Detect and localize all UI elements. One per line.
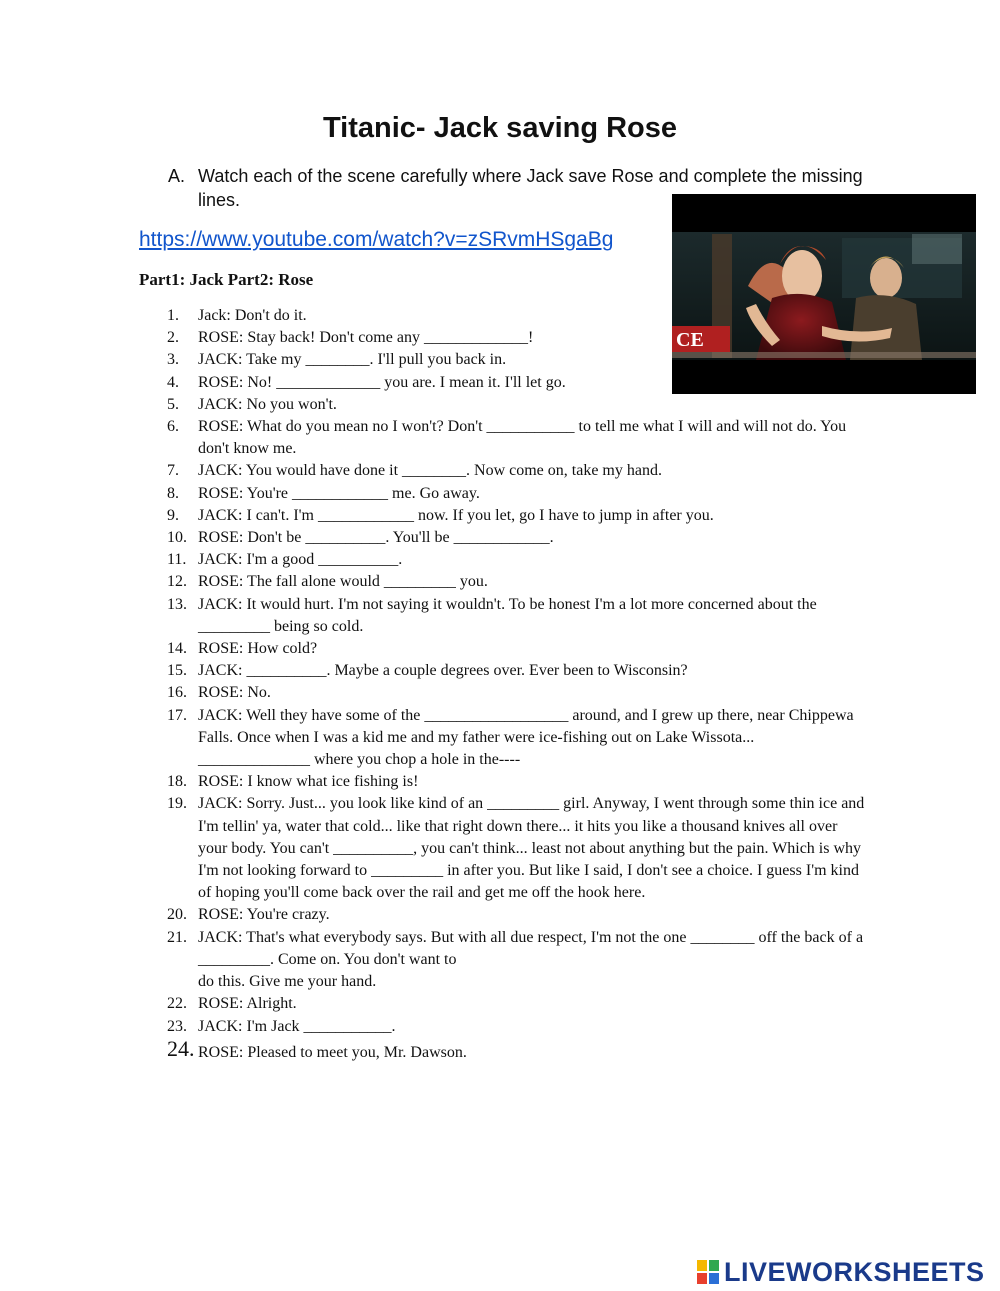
liveworksheets-logo	[696, 1255, 985, 1289]
dialogue-line	[167, 638, 867, 660]
line-number: 9.	[167, 506, 179, 524]
dialogue-line	[167, 549, 867, 571]
dialogue-line	[167, 505, 867, 527]
dialogue-line	[167, 594, 867, 638]
line-text: JACK: I can't. I'm ____________ now. If you let, go I have to jump in after you.	[198, 506, 714, 524]
line-number: 1.	[167, 307, 179, 324]
line-text: ROSE: Pleased to meet you, Mr. Dawson.	[198, 1043, 467, 1061]
line-text: JACK: __________. Maybe a couple degrees over. Ever been to Wisconsin?	[198, 662, 688, 680]
line-text: ROSE: No! _____________ you are. I mean it. I'll let go.	[198, 373, 566, 391]
line-text: JACK: I'm a good __________.	[198, 551, 403, 569]
parts-heading: Part1: Jack Part2: Rose	[139, 270, 314, 289]
instruction-marker: A.	[168, 166, 186, 186]
dialogue-line	[167, 1035, 867, 1064]
instruction-text: Watch each of the scene carefully where Jack save Rose and complete the missing lines.	[198, 166, 863, 210]
line-number: 14.	[167, 640, 187, 658]
dialogue-line	[167, 305, 867, 327]
dialogue-line	[167, 793, 867, 904]
dialogue-line	[167, 394, 867, 416]
line-text: JACK: No you won't.	[198, 395, 337, 413]
dialogue-line	[167, 927, 867, 994]
line-number: 22.	[167, 995, 187, 1013]
liveworksheets-mark-icon	[696, 1259, 720, 1285]
dialogue-line	[167, 993, 867, 1015]
line-number: 20.	[167, 906, 187, 924]
line-text: JACK: Well they have some of the __________________ around, and I grew up there, near Chippewa Falls. Once when I was a kid me and my father were ice-fishing out on Lake Wissota... ______________ where you chop a hole in the----	[198, 706, 854, 769]
dialogue-list	[167, 305, 867, 1064]
line-number: 15.	[167, 662, 187, 680]
line-text: ROSE: Stay back! Don't come any _____________!	[198, 329, 534, 347]
line-text: ROSE: You're crazy.	[198, 906, 330, 924]
dialogue-line	[167, 372, 867, 394]
dialogue-line	[167, 771, 867, 793]
line-number: 24.	[167, 1035, 195, 1061]
line-text: ROSE: Don't be __________. You'll be ____________.	[198, 529, 554, 547]
line-number: 3.	[167, 351, 179, 369]
line-number: 16.	[167, 684, 187, 702]
dialogue-line	[167, 349, 867, 371]
dialogue-line	[167, 416, 867, 460]
line-number: 13.	[167, 595, 187, 613]
line-text: JACK: Take my ________. I'll pull you back in.	[198, 351, 507, 369]
line-text: JACK: You would have done it ________. Now come on, take my hand.	[198, 462, 662, 480]
line-text: ROSE: The fall alone would _________ you.	[198, 573, 488, 591]
dialogue-line	[167, 483, 867, 505]
line-number: 17.	[167, 706, 187, 724]
line-number: 11.	[167, 551, 187, 569]
line-number: 12.	[167, 573, 187, 591]
youtube-link[interactable]: https://www.youtube.com/watch?v=zSRvmHSgaBg	[139, 228, 614, 251]
line-text: ROSE: I know what ice fishing is!	[198, 773, 419, 791]
dialogue-line	[167, 682, 867, 704]
line-number: 10.	[167, 529, 187, 547]
line-text: ROSE: You're ____________ me. Go away.	[198, 484, 480, 502]
line-number: 21.	[167, 928, 187, 946]
dialogue-line	[167, 527, 867, 549]
dialogue-line	[167, 705, 867, 772]
dialogue-line	[167, 660, 867, 682]
line-number: 23.	[167, 1017, 187, 1035]
line-text: JACK: Sorry. Just... you look like kind of an _________ girl. Anyway, I went through some thin ice and I'm tellin' ya, water that cold... like that right down there... it hits you like a thousand knives all over your body. You can't __________, you can't think... least not about anything but the pain. Which is why I'm not looking forward to _________ in after you. But like I said, I don't see a choice. I guess I'm kind of hoping you'll come back over the rail and get me off the hook here.	[198, 795, 865, 902]
dialogue-line	[167, 1016, 867, 1038]
line-text: JACK: I'm Jack ___________.	[198, 1017, 396, 1035]
line-text: JACK: It would hurt. I'm not saying it wouldn't. To be honest I'm a lot more concerned about the _________ being so cold.	[198, 595, 817, 635]
dialogue-line	[167, 571, 867, 593]
line-number: 2.	[167, 329, 179, 347]
line-number: 8.	[167, 484, 179, 502]
image-sign-text: CE	[676, 329, 704, 351]
liveworksheets-wordmark: LIVEWORKSHEETS	[724, 1256, 985, 1287]
line-text: JACK: That's what everybody says. But with all due respect, I'm not the one ________ off the back of a _________. Come on. You don't want to	[198, 928, 864, 968]
line-text: ROSE: What do you mean no I won't? Don't ___________ to tell me what I will and will not do. You don't know me.	[198, 418, 847, 458]
line-number: 18.	[167, 773, 187, 791]
line-text-continuation: do this. Give me your hand.	[198, 973, 377, 991]
line-number: 5.	[167, 395, 179, 413]
line-text: ROSE: Alright.	[198, 995, 297, 1013]
page-title: Titanic- Jack saving Rose	[322, 112, 678, 144]
dialogue-line	[167, 904, 867, 926]
line-number: 4.	[167, 373, 179, 391]
line-text: ROSE: No.	[198, 684, 271, 702]
line-number: 19.	[167, 795, 187, 813]
line-number: 6.	[167, 418, 179, 436]
dialogue-line	[167, 460, 867, 482]
line-number: 7.	[167, 462, 179, 480]
dialogue-line	[167, 327, 867, 349]
line-text: ROSE: How cold?	[198, 640, 318, 658]
line-text: Jack: Don't do it.	[198, 307, 307, 324]
